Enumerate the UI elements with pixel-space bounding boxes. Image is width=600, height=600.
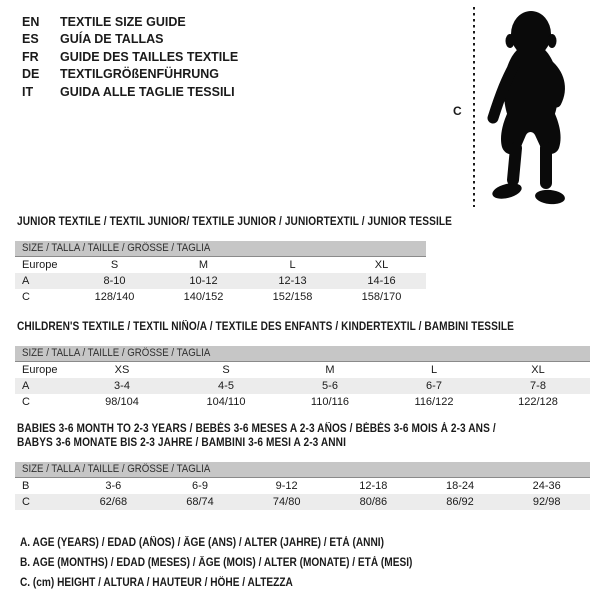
table-row-age <box>15 378 590 394</box>
size-header-label: SIZE / TALLA / TAILLE / GRÖSSE / TAGLIA <box>22 347 211 359</box>
language-code: FR <box>22 49 39 64</box>
table-row-months <box>15 478 590 494</box>
age-cell: 6-7 <box>426 380 442 392</box>
row-label: A <box>22 275 30 287</box>
children-table-title: CHILDREN'S TEXTILE / TEXTIL NIÑO/A / TEXTILE DES ENFANTS / KINDERTEXTIL / BAMBINI TESSILE <box>17 321 514 333</box>
babies-table-title: BABIES 3-6 MONTH TO 2-3 YEARS / BEBÉS 3-6 MESES A 2-3 AÑOS / BÉBÉS 3-6 MOIS À 2-3 ANS / BABYS 3-6 MONATE BIS 2-3 JAHRE / BAMBINI 3-6 MESI A 2-3 ANNI <box>17 423 496 449</box>
height-cell: 158/170 <box>361 291 402 303</box>
toddler-silhouette-icon <box>483 8 578 208</box>
language-label: GUIDE DES TAILLES TEXTILE <box>60 49 239 64</box>
size-header-label: SIZE / TALLA / TAILLE / GRÖSSE / TAGLIA <box>22 242 211 254</box>
height-cell: 92/98 <box>532 496 561 508</box>
height-cell: 140/152 <box>183 291 224 303</box>
height-cell: 86/92 <box>446 496 474 508</box>
children-size-table <box>15 346 590 410</box>
language-label: TEXTILGRÖßENFÜHRUNG <box>60 67 220 82</box>
language-label: GUÍA DE TALLAS <box>60 32 164 47</box>
table-row-height <box>15 394 590 410</box>
language-title-block <box>22 13 238 101</box>
note-age-years: A. AGE (YEARS) / EDAD (AÑOS) / ÂGE (ANS) / ALTER (JAHRE) / ETÀ (ANNI) <box>20 537 384 549</box>
size-header-label: SIZE / TALLA / TAILLE / GRÖSSE / TAGLIA <box>22 463 211 475</box>
row-label: Europe <box>22 364 58 376</box>
row-label: Europe <box>22 259 58 271</box>
legend-notes <box>20 533 466 593</box>
table-row-height <box>15 289 426 305</box>
language-row <box>22 48 238 66</box>
language-code: EN <box>22 14 40 29</box>
size-header-bar <box>15 241 426 257</box>
language-row <box>22 31 238 49</box>
row-label: A <box>22 380 30 392</box>
language-code: DE <box>22 67 40 82</box>
language-row <box>22 66 238 84</box>
language-row <box>22 83 238 101</box>
months-cell: 18-24 <box>445 480 475 492</box>
height-cell: 80/86 <box>359 496 388 508</box>
height-cell: 110/116 <box>310 396 350 408</box>
junior-table-title: JUNIOR TEXTILE / TEXTIL JUNIOR/ TEXTILE JUNIOR / JUNIORTEXTIL / JUNIOR TESSILE <box>17 216 452 228</box>
height-measure-label: C <box>453 104 462 118</box>
months-cell: 12-18 <box>359 480 388 492</box>
row-label: C <box>22 396 30 408</box>
size-header-bar <box>15 462 590 478</box>
note-height: C. (cm) HEIGHT / ALTURA / HAUTEUR / HÖHE / ALTEZZA <box>20 577 293 589</box>
age-cell: 10-12 <box>189 275 218 287</box>
height-figure <box>450 4 598 214</box>
height-cell: 128/140 <box>94 291 135 303</box>
age-cell: 12-13 <box>278 275 307 287</box>
height-cell: 104/110 <box>206 396 246 408</box>
height-cell: 116/122 <box>414 396 454 408</box>
table-row-age <box>15 273 426 289</box>
height-dashed-line <box>472 7 476 207</box>
months-cell: 9-12 <box>275 480 298 492</box>
size-cell: XL <box>531 364 545 376</box>
height-cell: 74/80 <box>272 496 301 508</box>
age-cell: 8-10 <box>103 275 126 287</box>
row-label: C <box>22 291 30 303</box>
size-cell: XS <box>114 364 130 376</box>
junior-size-table <box>15 241 426 305</box>
size-cell: S <box>110 259 119 271</box>
height-cell: 68/74 <box>186 496 214 508</box>
table-row-height <box>15 494 590 510</box>
language-code: IT <box>22 84 34 99</box>
age-cell: 3-4 <box>114 380 130 392</box>
row-label: B <box>22 480 30 492</box>
note-age-months: B. AGE (MONTHS) / EDAD (MESES) / ÂGE (MOIS) / ALTER (MONATE) / ETÀ (MESI) <box>20 557 413 569</box>
months-cell: 24-36 <box>532 480 561 492</box>
months-cell: 3-6 <box>105 480 122 492</box>
size-cell: M <box>325 364 335 376</box>
size-cell: L <box>289 259 296 271</box>
size-cell: S <box>222 364 230 376</box>
row-label: C <box>22 496 30 508</box>
height-cell: 98/104 <box>105 396 139 408</box>
months-cell: 6-9 <box>192 480 208 492</box>
language-code: ES <box>22 32 39 47</box>
age-cell: 14-16 <box>367 275 396 287</box>
height-cell: 152/158 <box>272 291 313 303</box>
table-row-europe <box>15 362 590 378</box>
age-cell: 4-5 <box>218 380 234 392</box>
age-cell: 5-6 <box>322 380 338 392</box>
age-cell: 7-8 <box>530 380 546 392</box>
height-cell: 62/68 <box>99 496 128 508</box>
size-cell: M <box>198 259 209 271</box>
size-header-bar <box>15 346 590 362</box>
language-label: GUIDA ALLE TAGLIE TESSILI <box>60 84 235 99</box>
table-row-europe <box>15 257 426 273</box>
language-row <box>22 13 238 31</box>
babies-size-table <box>15 462 590 510</box>
height-cell: 122/128 <box>518 396 558 408</box>
size-cell: L <box>430 364 438 376</box>
language-label: TEXTILE SIZE GUIDE <box>60 14 186 29</box>
size-cell: XL <box>374 259 389 271</box>
